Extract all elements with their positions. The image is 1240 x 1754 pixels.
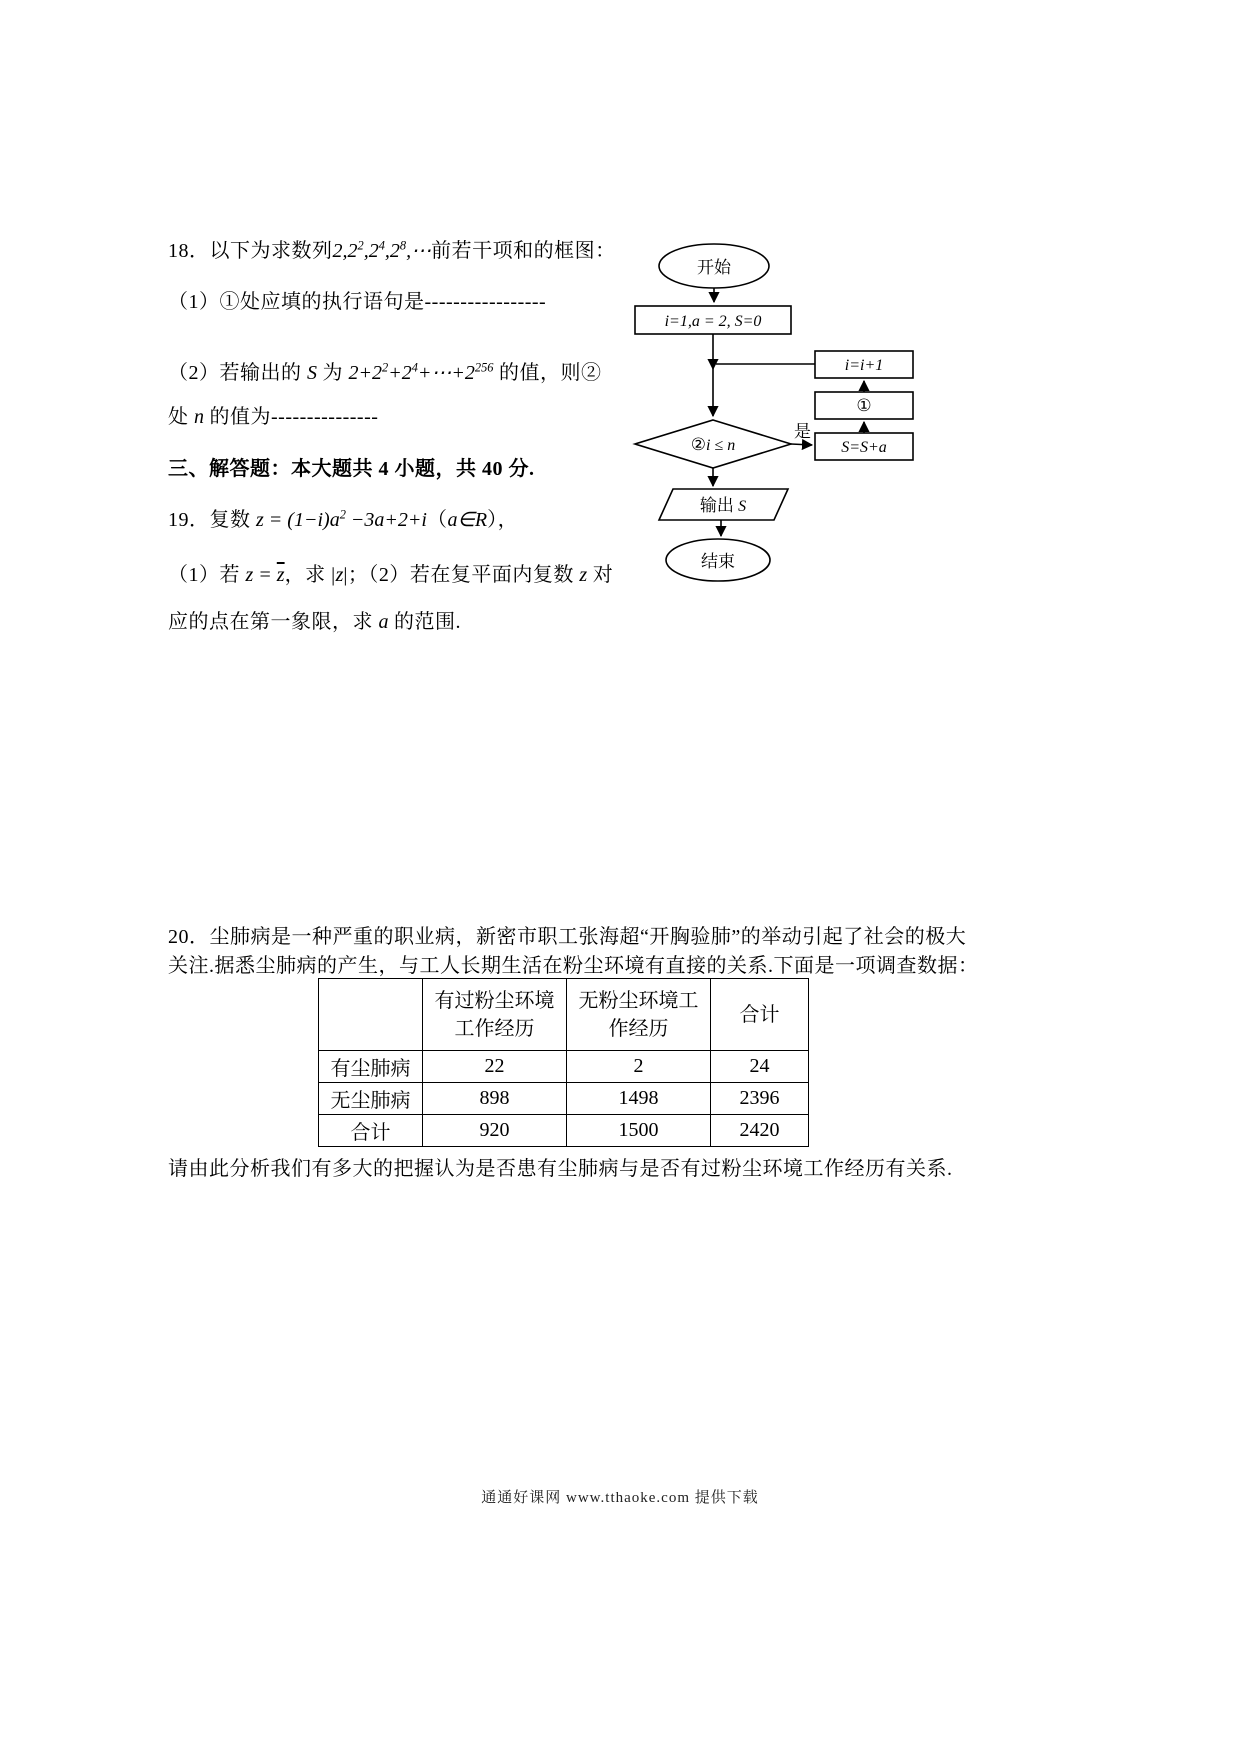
q18-intro-line: 18．以下为求数列$2,2^2,2^4,2^8,\cdots$前若干项和的框图： bbox=[168, 238, 616, 262]
table-cell: 1500 bbox=[567, 1115, 711, 1147]
q18-part2b-line: 处 n 的值为--------------- bbox=[168, 406, 379, 428]
footer-line: 通通好课网 www.tthaoke.com 提供下载 bbox=[481, 1490, 759, 1506]
survey-table bbox=[318, 978, 809, 1147]
table-cell: 有尘肺病 bbox=[319, 1051, 423, 1083]
table-cell: 1498 bbox=[567, 1083, 711, 1115]
flowchart-output-prefix: 输出 bbox=[699, 496, 739, 515]
flowchart-output-var: S bbox=[738, 498, 747, 515]
table-cell: 2396 bbox=[711, 1083, 809, 1115]
table-cell: 898 bbox=[423, 1083, 567, 1115]
table-cell bbox=[319, 979, 423, 1051]
table-cell: 无尘肺病 bbox=[319, 1083, 423, 1115]
flowchart-decision-prefix: ② bbox=[690, 435, 707, 454]
table-cell: 合计 bbox=[319, 1115, 423, 1147]
flowchart-step1-label: ① bbox=[856, 396, 872, 415]
table-cell: 有过粉尘环境 工作经历 bbox=[423, 979, 567, 1051]
table-cell: 2 bbox=[567, 1051, 711, 1083]
table-cell: 24 bbox=[711, 1051, 809, 1083]
q19-line1: 19．复数 $z = (1-i)a^2$ −3a+2+i（a∈R）， bbox=[168, 507, 519, 531]
q18-part1-line: （1）①处应填的执行语句是----------------- bbox=[168, 291, 547, 313]
table-cell: 无粉尘环境工 作经历 bbox=[567, 979, 711, 1051]
flowchart-start-label: 开始 bbox=[697, 258, 731, 277]
q20-para-line2: 关注.据悉尘肺病的产生，与工人长期生活在粉尘环境有直接的关系.下面是一项调查数据： bbox=[168, 955, 979, 977]
flowchart bbox=[628, 236, 938, 606]
section3-heading: 三、解答题：本大题共 4 小题，共 40 分. bbox=[168, 458, 535, 480]
flow-arrow bbox=[791, 444, 812, 445]
table-cell: 22 bbox=[423, 1051, 567, 1083]
flowchart-output-label bbox=[700, 496, 746, 515]
q19-line2: （1）若 $z = \overline{z}$，求 |z|；（2）若在复平面内复数 z 对 bbox=[168, 564, 614, 586]
table-row bbox=[319, 1115, 809, 1147]
q20-conclusion-line: 请由此分析我们有多大的把握认为是否患有尘肺病与是否有过粉尘环境工作经历有关系. bbox=[168, 1158, 953, 1180]
table-row bbox=[319, 1051, 809, 1083]
flowchart-yes-label: 是 bbox=[794, 422, 811, 441]
table-cell: 2420 bbox=[711, 1115, 809, 1147]
table-cell: 920 bbox=[423, 1115, 567, 1147]
flowchart-increment-label: i=i+1 bbox=[844, 357, 884, 374]
q18-part2-line: （2）若输出的 S 为 $2+2^2+2^4+\cdots+2^{256}$ 的值，则② bbox=[168, 360, 602, 384]
flowchart-decision-math: i ≤ n bbox=[706, 437, 736, 454]
flowchart-add-label: S=S+a bbox=[841, 439, 887, 456]
q19-line3: 应的点在第一象限，求 a 的范围. bbox=[168, 611, 461, 633]
table-header-row bbox=[319, 979, 809, 1051]
flowchart-decision-label bbox=[691, 435, 735, 454]
table-cell: 合计 bbox=[711, 979, 809, 1051]
q20-para-line1: 20．尘肺病是一种严重的职业病，新密市职工张海超“开胸验肺”的举动引起了社会的极大 bbox=[168, 926, 967, 948]
flowchart-end-label: 结束 bbox=[701, 552, 735, 571]
flowchart-init-label: i=1,a = 2, S=0 bbox=[664, 313, 762, 330]
table-row bbox=[319, 1083, 809, 1115]
